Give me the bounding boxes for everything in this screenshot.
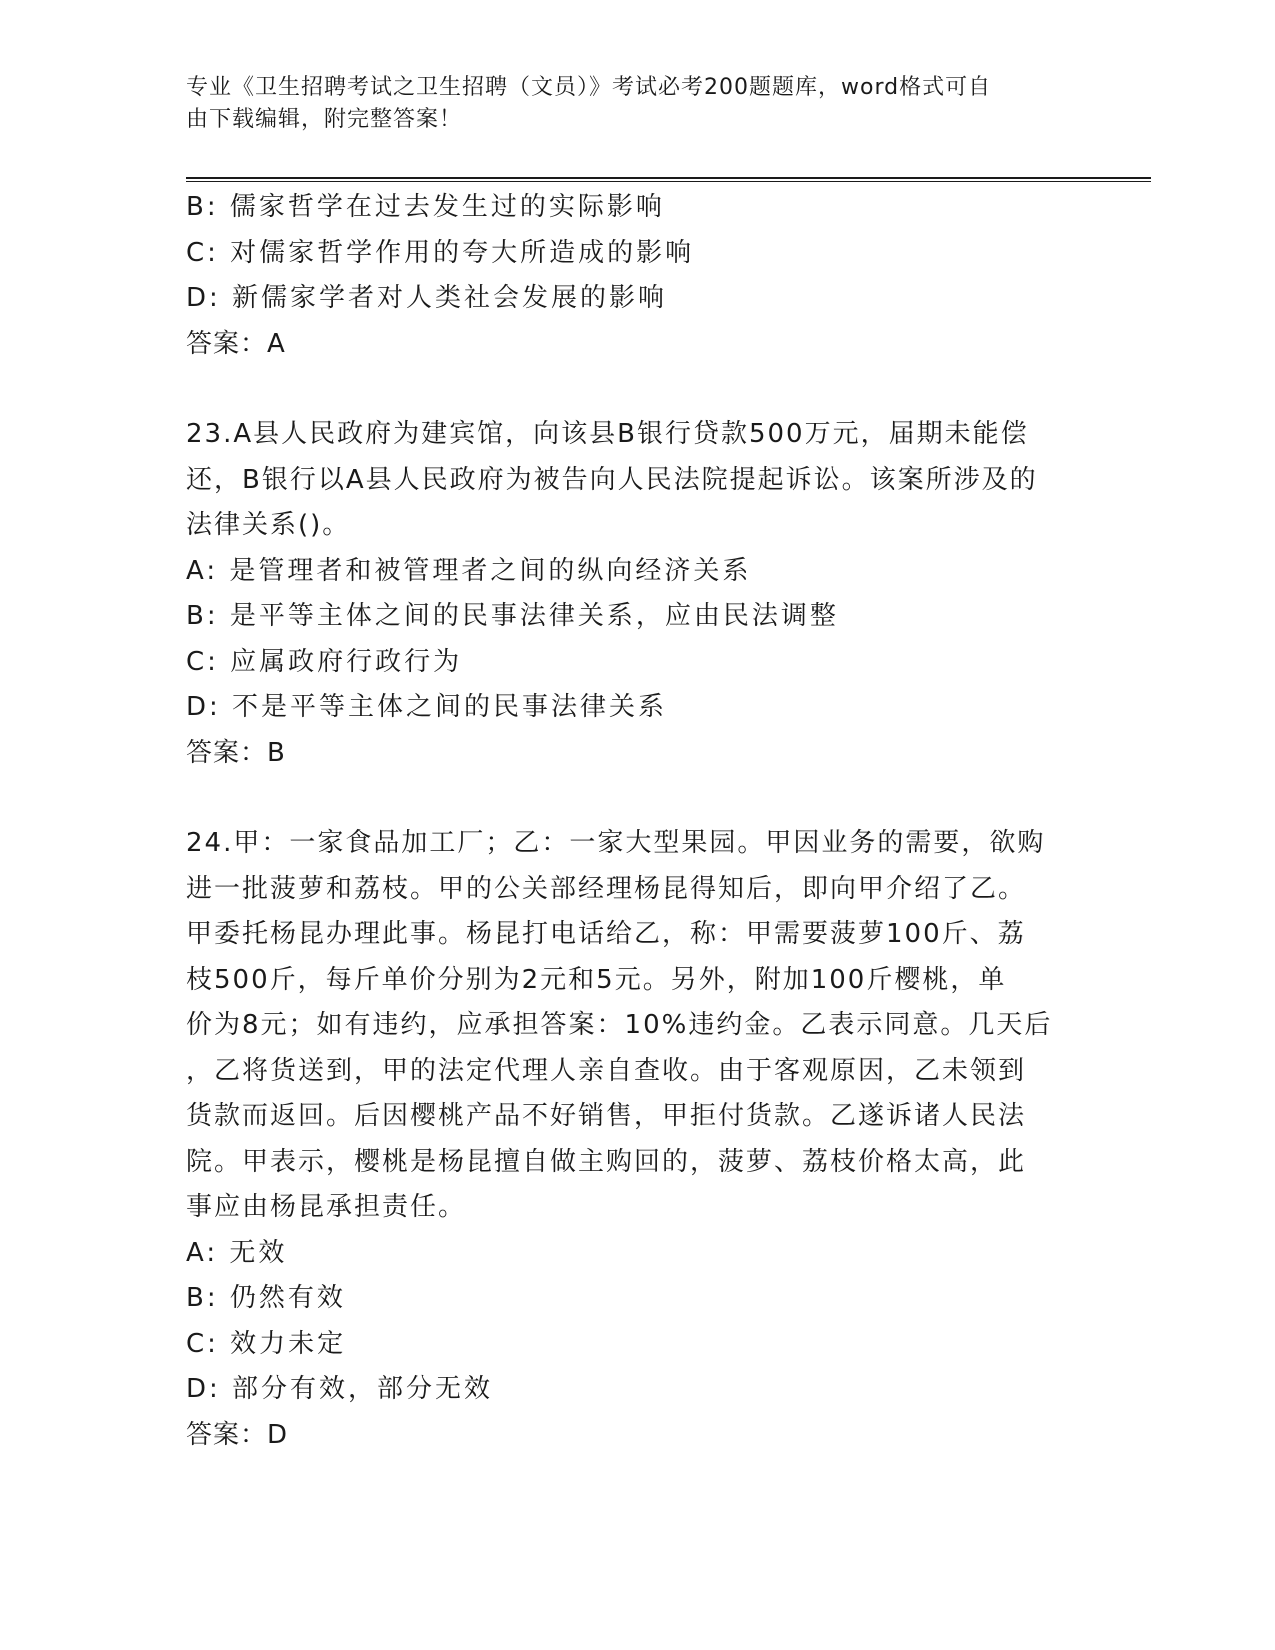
stem-line: 甲委托杨昆办理此事。杨昆打电话给乙，称：甲需要菠萝100斤、荔 (186, 919, 1026, 949)
stem-line: 24.甲：一家食品加工厂；乙：一家大型果园。甲因业务的需要，欲购 (186, 828, 1046, 858)
option-d: D: 新儒家学者对人类社会发展的影响 (186, 283, 668, 313)
option-c: C: 应属政府行政行为 (186, 646, 463, 677)
stem-line: 23.A县人民政府为建宾馆，向该县B银行贷款500万元，届期未能偿 (186, 419, 1029, 449)
question-23 (186, 412, 1086, 776)
header-line: 由下载编辑，附完整答案！ (186, 107, 463, 132)
option-c: C: 对儒家哲学作用的夸大所造成的影响 (186, 237, 695, 268)
option-b: B: 儒家哲学在过去发生过的实际影响 (186, 192, 665, 222)
answer-line: 答案：D (186, 1419, 289, 1450)
stem-line: 货款而返回。后因樱桃产品不好销售，甲拒付货款。乙遂诉诸人民法 (186, 1101, 1027, 1131)
spacer (186, 367, 1086, 412)
question-stem (186, 821, 1086, 1231)
answer-line: 答案：A (186, 328, 286, 359)
header-line: 专业《卫生招聘考试之卫生招聘（文员）》考试必考200题题库，word格式可自 (186, 75, 992, 100)
option-d: D: 部分有效，部分无效 (186, 1374, 494, 1404)
question-24 (186, 821, 1086, 1458)
question-content (186, 185, 1086, 1458)
option-c: C: 效力未定 (186, 1328, 347, 1359)
question-22-tail (186, 185, 1086, 367)
stem-line: 还，B银行以A县人民政府为被告向人民法院提起诉讼。该案所涉及的 (186, 464, 1038, 495)
page-header (186, 72, 1086, 136)
answer-line: 答案：B (186, 737, 286, 768)
header-divider (186, 177, 1151, 182)
stem-line: 事应由杨昆承担责任。 (186, 1192, 467, 1222)
spacer (186, 776, 1086, 821)
stem-line: 枝500斤，每斤单价分别为2元和5元。另外，附加100斤樱桃，单 (186, 964, 1007, 995)
option-a: A: 是管理者和被管理者之间的纵向经济关系 (186, 555, 752, 586)
question-stem (186, 412, 1086, 549)
stem-line: ，乙将货送到，甲的法定代理人亲自查收。由于客观原因，乙未领到 (186, 1055, 1027, 1086)
option-a: A: 无效 (186, 1237, 288, 1268)
option-b: B: 仍然有效 (186, 1283, 346, 1313)
stem-line: 法律关系()。 (186, 510, 351, 540)
stem-line: 进一批菠萝和荔枝。甲的公关部经理杨昆得知后，即向甲介绍了乙。 (186, 873, 1027, 904)
stem-line: 价为8元；如有违约，应承担答案：10%违约金。乙表示同意。几天后 (186, 1010, 1053, 1040)
option-b: B: 是平等主体之间的民事法律关系，应由民法调整 (186, 601, 839, 631)
stem-line: 院。甲表示，樱桃是杨昆擅自做主购回的，菠萝、荔枝价格太高，此 (186, 1146, 1027, 1177)
option-d: D: 不是平等主体之间的民事法律关系 (186, 692, 668, 722)
